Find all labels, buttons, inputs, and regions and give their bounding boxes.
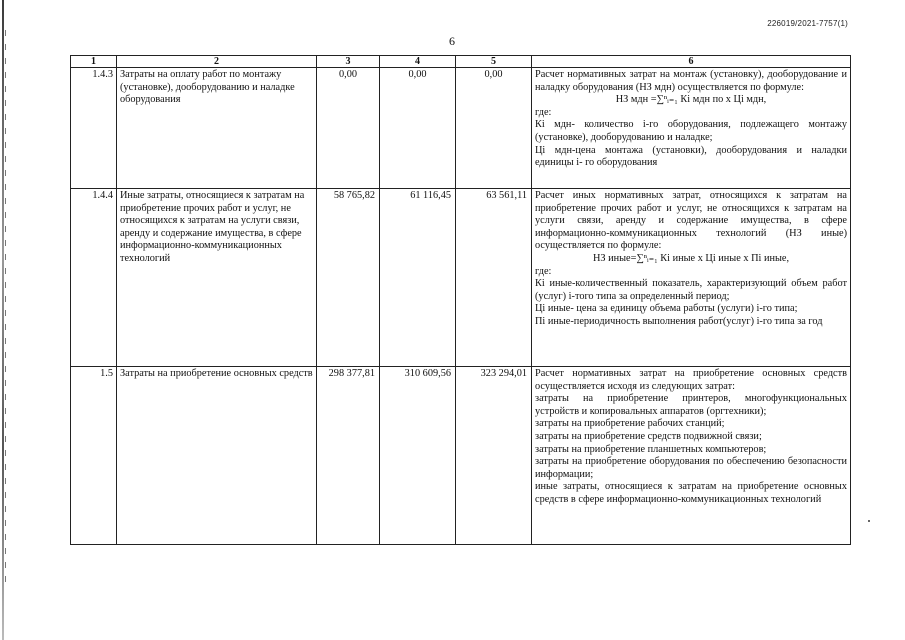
table-row [71,68,851,189]
row-value-col3: 0,00 [317,68,380,189]
document-number: 226019/2021-7757(1) [767,19,848,28]
description-line: Кi иные-количественный показатель, характеризующий объем работ (услуг) i-того типа за определенный период; [535,278,847,302]
row-value-col4: 310 609,56 [380,367,456,545]
row-description [532,367,851,545]
cost-table [70,55,851,545]
scan-binding-marks [5,30,6,590]
row-value-col5: 0,00 [456,68,532,189]
table-row [71,367,851,545]
description-line: где: [535,106,552,118]
formula: НЗ иные=∑ⁿᵢ₌₁ Кi иные х Цi иные х Пi иные, [592,252,790,264]
row-code: 1.4.4 [71,189,117,367]
row-value-col4: 0,00 [380,68,456,189]
row-value-col5: 63 561,11 [456,189,532,367]
row-description [532,189,851,367]
formula: НЗ мдн =∑ⁿᵢ₌₁ Кi мдн по х Цi мдн, [615,94,767,106]
column-header: 6 [532,56,851,68]
description-line: затраты на приобретение рабочих станций; [535,418,725,430]
row-code: 1.4.3 [71,68,117,189]
description-intro: Расчет нормативных затрат на приобретение основных средств осуществляется исходя из следующих затрат: [535,368,847,392]
column-header: 5 [456,56,532,68]
row-value-col3: 298 377,81 [317,367,380,545]
description-line: где: [535,265,552,277]
row-value-col3: 58 765,82 [317,189,380,367]
description-line: затраты на приобретение принтеров, многофункциональных устройств и копировальных аппаратов (оргтехники); [535,393,847,417]
row-value-col4: 61 116,45 [380,189,456,367]
row-name: Иные затраты, относящиеся к затратам на приобретение прочих работ и услуг, не относящихся к затратам на услуги связи, аренду и содержание имущества, в сфере информационно-коммуникационных технологий [117,189,317,367]
page-number: 6 [449,34,455,48]
column-header: 3 [317,56,380,68]
description-line: Кi мдн- количество i-го оборудования, подлежащего монтажу (установке), дооборудованию и наладке; [535,119,847,143]
description-intro: Расчет нормативных затрат на монтаж (установку), дооборудование и наладку оборудования (НЗ мдн) осуществляется по формуле: [535,69,847,93]
row-name: Затраты на оплату работ по монтажу (установке), дооборудованию и наладке оборудования [117,68,317,189]
description-line: затраты на приобретение планшетных компьютеров; [535,443,767,455]
description-line: затраты на приобретение средств подвижной связи; [535,430,762,442]
row-code: 1.5 [71,367,117,545]
column-header: 1 [71,56,117,68]
table-header-row [71,56,851,68]
row-value-col5: 323 294,01 [456,367,532,545]
description-intro: Расчет иных нормативных затрат, относящихся к затратам на приобретение прочих работ и услуг, не относящихся к затратам на услуги связи, аренду и содержание имущества, в сфере информационно-коммуникационных технологий (НЗ иные) осуществляется по формуле: [535,190,847,252]
description-line: Пi иные-периодичность выполнения работ(услуг) i-го типа за год [535,315,823,327]
description-line: иные затраты, относящиеся к затратам на приобретение основных средств в сфере информационно-коммуникационных технологий [535,481,847,505]
description-line: затраты на приобретение оборудования по обеспечению безопасности информации; [535,456,847,480]
column-header: 4 [380,56,456,68]
scan-speck [868,520,870,522]
table-row [71,189,851,367]
description-line: Цi мдн-цена монтажа (установки), дооборудования и наладки единицы i- го оборудования [535,144,847,169]
row-name: Затраты на приобретение основных средств [117,367,317,545]
row-description [532,68,851,189]
description-line: Цi иные- цена за единицу объема работы (услуги) i-го типа; [535,303,798,315]
scan-binding-edge [2,0,4,640]
column-header: 2 [117,56,317,68]
